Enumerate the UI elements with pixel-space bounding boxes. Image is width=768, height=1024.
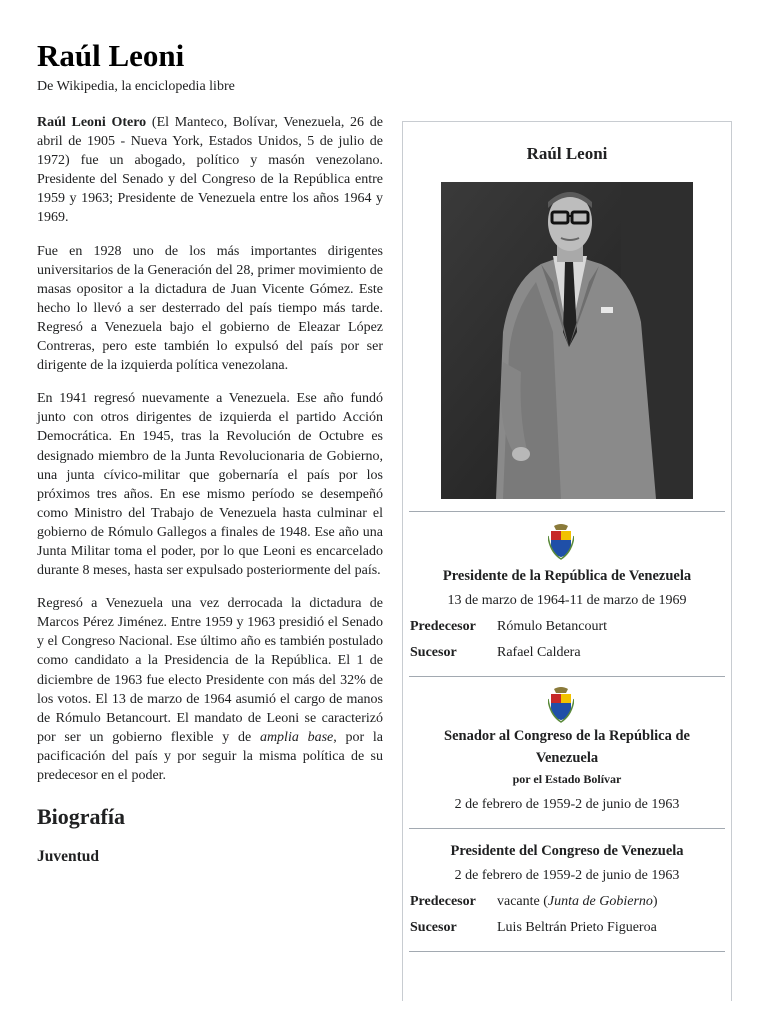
intro-paragraph [37, 113, 383, 228]
page-title: Raúl Leoni [37, 38, 185, 73]
predecessor-value-a: vacante ( [497, 894, 548, 909]
subsection-heading-juventud: Juventud [37, 848, 100, 866]
infobox-divider [409, 828, 725, 829]
office-2-title-line-1: Senador al Congreso de la República de [444, 728, 690, 744]
office-3-successor-row [410, 918, 725, 938]
office-1-title: Presidente de la República de Venezuela [442, 568, 692, 584]
successor-value: Luis Beltrán Prieto Figueroa [497, 920, 657, 935]
office-3-title: Presidente del Congreso de Venezuela [450, 843, 684, 859]
successor-value: Rafael Caldera [497, 645, 581, 660]
coat-of-arms-icon [548, 685, 574, 723]
paragraph-4-emphasis: amplia base [259, 729, 334, 745]
infobox-divider [409, 951, 725, 952]
paragraph-4 [37, 594, 383, 785]
office-3-dates: 2 de febrero de 1959-2 de junio de 1963 [454, 868, 680, 883]
office-2-dates: 2 de febrero de 1959-2 de junio de 1963 [454, 797, 680, 812]
office-2-constituency: por el Estado Bolívar [512, 772, 622, 786]
predecessor-value-emphasis: Junta de Gobierno [547, 894, 653, 909]
coat-of-arms-icon [548, 522, 574, 560]
successor-label: Sucesor [410, 645, 457, 660]
infobox-name: Raúl Leoni [526, 144, 608, 163]
predecessor-value: Rómulo Betancourt [497, 619, 608, 634]
infobox-divider [409, 676, 725, 677]
predecessor-value [497, 892, 658, 912]
portrait-photo [441, 182, 693, 499]
predecessor-label: Predecesor [410, 894, 476, 909]
predecessor-value-b: ) [652, 894, 658, 909]
infobox-divider [409, 511, 725, 512]
paragraph-2: Fue en 1928 uno de los más importantes dirigentes universitarios de la Generación del 28, primer movimiento de masas opositor a la dictadura de Juan Vicente Gómez. Este hecho lo llevó a ser desterrado del país tiempo más tarde. Regresó a Venezuela bajo el gobierno de Eleazar López Contreras, pero este también lo expulsó del país por ser dirigente de la izquierda política venezolana. [37, 243, 383, 374]
office-3-predecessor-row [410, 892, 725, 912]
successor-label: Sucesor [410, 920, 457, 935]
office-1-predecessor-row [410, 617, 725, 637]
intro-text: (El Manteco, Bolívar, Venezuela, 26 de abril de 1905 - Nueva York, Estados Unidos, 5 de julio de 1972) fue un abogado, político y masón venezolano. Presidente del Senado y del Congreso de la República entre 1959 y 1963; Presidente de Venezuela entre los años 1964 y 1969. [37, 115, 383, 226]
predecessor-label: Predecesor [410, 619, 476, 634]
paragraph-4-text-a: Regresó a Venezuela una vez derrocada la dictadura de Marcos Pérez Jiménez. Entre 1959 y 1963 presidió el Senado y el Congreso Nacional. Ese último año es también postulado como candidato a la Presidencia de la República. El 1 de diciembre de 1963 fue electo Presidente con más del 32% de los votos. El 13 de marzo de 1964 asumió el cargo de manos de Rómulo Betancourt. El mandato de Leoni se caracterizó por ser un gobierno flexible y de [37, 596, 383, 745]
portrait-illustration [441, 182, 693, 499]
office-1-successor-row [410, 643, 725, 663]
office-2-title-line-2: Venezuela [535, 750, 599, 766]
section-heading-biografia: Biografía [37, 804, 125, 830]
article-body [37, 113, 383, 867]
intro-bold-name: Raúl Leoni Otero [37, 115, 147, 130]
page-subtitle: De Wikipedia, la enciclopedia libre [37, 79, 235, 94]
paragraph-3: En 1941 regresó nuevamente a Venezuela. Ese año fundó junto con otros dirigentes de izquierda el partido Acción Democrática. En 1945, tras la Revolución de Octubre es designado miembro de la Junta Revolucionaria de Gobierno, una junta cívico-militar que gobernaría el país por los próximos tres años. En ese mismo período se desempeñó como Ministro del Trabajo de Venezuela hasta culminar el gobierno de Rómulo Gallegos a finales de 1948. Ese año una Junta Militar toma el poder, por lo que Leoni es encarcelado durante 8 meses, hasta ser expulsado posteriormente del país. [37, 391, 383, 579]
infobox [402, 121, 732, 1001]
office-1-dates: 13 de marzo de 1964-11 de marzo de 1969 [447, 593, 687, 608]
paragraph-4-text-b: , por la pacificación del país y por seguir la misma política de su predecesor en el poder. [37, 729, 383, 783]
